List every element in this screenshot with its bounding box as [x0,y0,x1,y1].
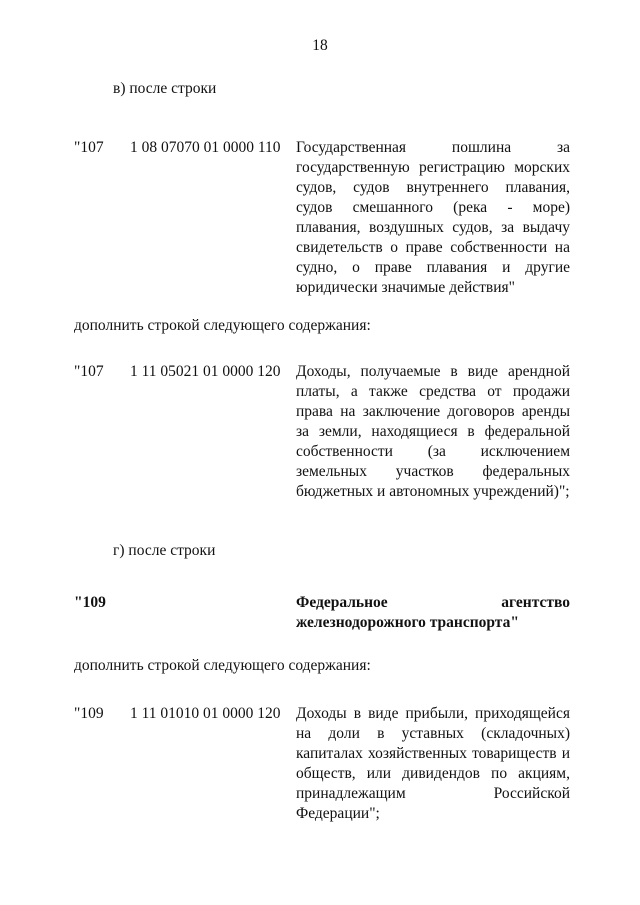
row-code: 1 11 01010 01 0000 120 [130,705,281,722]
row-number: "107 [74,139,104,156]
row-description: Федеральное агентство железнодорожного транспорта" [296,594,570,631]
row-description: Доходы, получаемые в виде арендной платы, а также средства от продажи права на заключение договоров аренды за земли, находящиеся в федеральной собственности (за исключением земельных участков федеральных бюджетных и автономных учреждений)"; [296,363,570,500]
row-description: Государственная пошлина за государственную регистрацию морских судов, судов внутреннего плавания, судов смешанного (река - море) плавания, воздушных судов, за выдачу свидетельств о праве собственности на судно, о праве плавания и другие юридически значимые действия" [296,139,570,296]
section-v-addition: дополнить строкой следующего содержания: [74,317,371,334]
section-g-intro: г) после строки [113,542,216,559]
page-number: 18 [312,37,328,54]
row-number: "109 [74,705,104,722]
row-description: Доходы в виде прибыли, приходящейся на доли в уставных (складочных) капиталах хозяйственных товариществ и обществ, или дивидендов по акциям, принадлежащим Российской Федерации"; [296,705,570,822]
row-code: 1 11 05021 01 0000 120 [130,363,281,380]
row-number: "109 [74,594,106,611]
row-number: "107 [74,363,104,380]
row-code: 1 08 07070 01 0000 110 [130,139,281,156]
section-v-intro: в) после строки [113,80,217,97]
section-g-addition: дополнить строкой следующего содержания: [74,657,371,674]
